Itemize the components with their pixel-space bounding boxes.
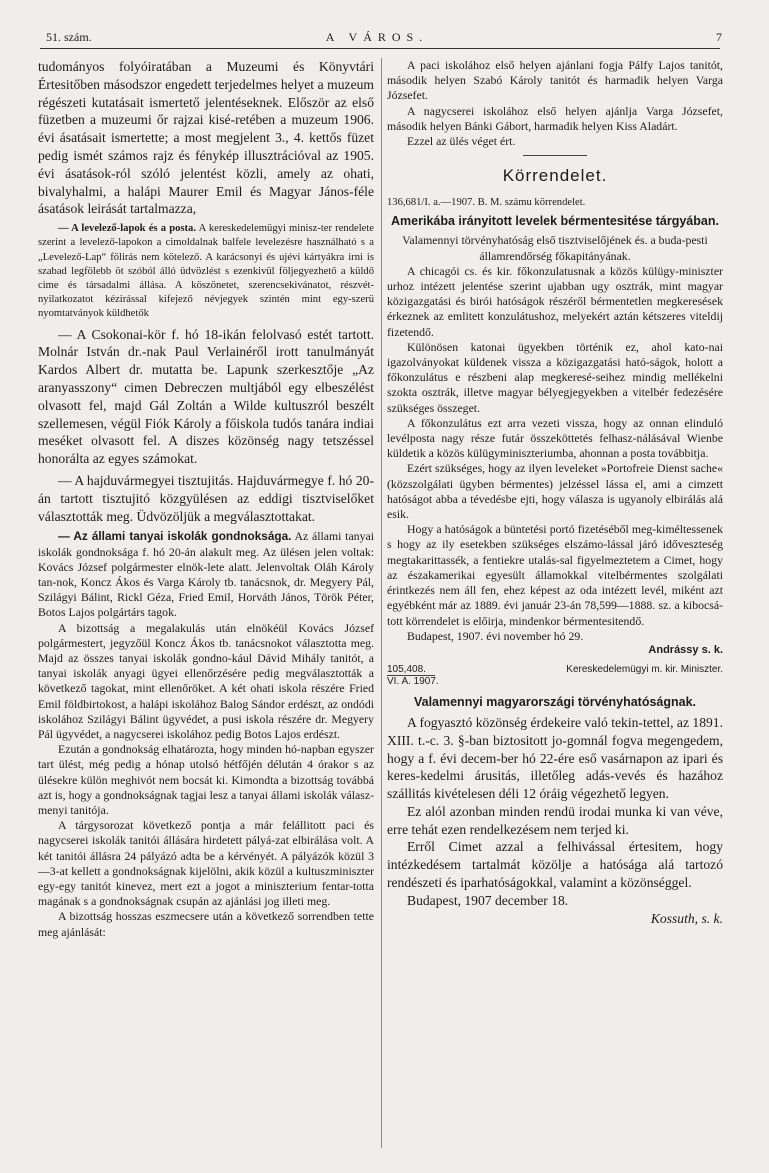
decree-title: Amerikába irányitott levelek bérmentesitése tárgyában. xyxy=(391,214,719,229)
left-column xyxy=(38,58,374,940)
paragraph-nagycsere-school: A nagycserei iskolához első helyen ajánlja Varga Józsefet, második helyen Bánki Gábort, harmadik helyen Kiss Aladárt. xyxy=(387,103,723,133)
second-decree-paragraph-1: A fogyasztó közönség érdekeire való tekin-tettel, az 1891. XIII. t.-c. 3. §-ban biztositott jo-gomnál fogva megengedem, hogy a f. évi decem-ber hó 22-ére eső vasárnapon az ipari és keres-kedelmi árusitás, illetőleg adás-vevés és hazához szállitás kivételesen déli 12 óráig végezhető legyen. xyxy=(387,714,723,802)
second-decree-signature: Kossuth, s. k. xyxy=(650,910,723,926)
postcards-text: A kereskedelemügyi minisz-ter rendelete szerint a levelező-lapokon a cimoldalnak balfele levelezésre használható s a „Levelező-Lap“ fölirás nem kötelező. A karácsonyi és ujévi kártyákra irni is szabad legfölebb öt szóból álló üdvözlést s ezenkivül följegyezhető a küldő cime és társadalmi állása. A köszönetet, szerencsekivánatot, részvét-nyilatkozatot kézirással kifejező névjegyek szintén mint egy-szerü nyomtatványok küldhetők xyxy=(38,223,374,320)
right-column xyxy=(387,58,723,927)
election-text: Hajduvármegye f. hó 20-án tartott tisztujitó közgyülésen az eddigi tisztviselőket választották meg. Üdvözöljük a megválasztottakat. xyxy=(38,472,374,524)
paragraph-schools-intro xyxy=(38,529,374,620)
decree-paragraph-4: Ezért szükséges, hogy az ilyen leveleket »Portofreie Dienst sache« (közszolgálati ügyben bérmentes) jelzéssel lássa el, ami a cimzett hatóságot abba a tévedésbe ejti, hogy válasza is ugyanoly elbirálás alá esik. xyxy=(387,461,723,522)
decree-signature: Andrássy s. k. xyxy=(648,643,723,656)
second-decree-issuer: Kereskedelemügyi m. kir. Miniszter. xyxy=(566,663,723,675)
paragraph-election xyxy=(38,472,374,525)
second-decree-paragraph-2: Ez alól azonban minden rendü irodai munka ki van véve, erre tehát ezen rendelkezésem nem terjed ki. xyxy=(387,803,723,837)
second-decree-number: 105,408. xyxy=(387,663,426,675)
second-decree-reference xyxy=(387,664,723,687)
paragraph-schools-meetings: Ezután a gondnokság elhatározta, hogy minden hó-napban egyszer tart ülést, még pedig a hónap utolsó hétfőjén délután 4 órakor s az ülésekre külön meghivót nem bocsát ki. Kimondta a bizottság továbbá azt is, hogy a gondnokságnak tagjai lesz a tanyai állami iskolák válasz-menyi tanitója. xyxy=(38,742,374,818)
decree-heading: Körrendelet. xyxy=(502,166,608,186)
paragraph-meeting-end: Ezzel az ülés véget ért. xyxy=(407,134,516,149)
issue-number: 51. szám. xyxy=(46,30,92,44)
second-decree-addressee: Valamennyi magyarországi törvényhatóságnak. xyxy=(413,694,697,709)
header-rule xyxy=(40,48,720,49)
section-separator xyxy=(523,155,587,156)
paragraph-csokonai: — A Csokonai-kör f. hó 18-ikán felolvasó estét tartott. Molnár István dr.-nak Paul Verlainéről irott tanulmányát Kardos Albert dr. mutatta be. Lapunk szerkesztője „Az aranyasszony“ cimen Debreczen multjából egy elbeszélést olvasott fel, majd Gál Zoltán a Wilde kultuszról beszélt szellemesen, végül Fiók Károly a főiskola tudós tanára indiai meséket olvasott fel. A diszes közönség nagy tetszéssel honorálta az egyes számokat. xyxy=(38,326,374,467)
paragraph-museum: tudományos folyóiratában a Muzeumi és Könyvtári Értesitőben másodszor engedett terjedelmes helyet a muzeum régészeti kutatásait ismertető jelentéseknek. Először az első füzetben a muzeumi őr rajzai kisé-retében a muzeum 1906. évi ásatásait ismertette; a most megjelent 3., 4. kettős füzet pedig ismét számos rajz és fénykép illusztrációval az 1905. évi ásatások-ról szóló jelentést közli, amely az ohati, bivalyhalmi, a halápi Maurer Emil és Magyar János-féle ásatások leirását tartalmazza, xyxy=(38,59,374,217)
decree-addressee: Valamennyi törvényhatóság első tisztviselőjének és. a buda-pesti államrendőrség főkapitányának. xyxy=(402,233,708,263)
paragraph-postcards xyxy=(38,222,374,321)
schools-text: Az állami tanyai iskolák gondnoksága f. hó 20-án alakult meg. Az ülésen jelen voltak: Kovács József polgármester elnök-lete alatt. Jelenvoltak Oláh Károly tan-nok, Koncz Ákos és Varga Károly tb. tanácsnok, dr. Megyery Pál, Szilágyi Bálint, Rickl Géza, Fried Emil, Horváth János, Török Péter, Botos Lajos polgártárs tagok. xyxy=(38,529,374,620)
page-header xyxy=(32,30,722,48)
newspaper-title: A VÁROS. xyxy=(325,30,429,44)
paragraph-schools-committee: A bizottság a megalakulás után elnökéül Kovács József polgármestert, jegyzőül Koncz Ákos tb. tanácsnokot választotta meg. Majd az összes tanyai iskolák gondno-kául Dávid Mihály tanitót, a tanyai iskolák anyagi ügyei ellenőrzésére pedig megválasztották a következő tagokat, mint ellenőröket. A két ohati iskola részére Fried Emil földbirtokost, a halápi iskolához Balog Sándor erdészt, az ondódi iskolához Szilágyi Bálint ügyvédet, a pusi iskola részére dr. Megyery Pál ügyvédet, a nagycserei iskolához pedig Botos Lajos erdészt. xyxy=(38,620,374,741)
schools-heading: — Az állami tanyai iskolák gondnoksága. xyxy=(58,529,292,544)
page-number: 7 xyxy=(716,30,722,44)
decree-paragraph-1: A chicagói cs. és kir. főkonzulatusnak a közös külügy-miniszter urhoz intézett jelentése szerint ujabban ugy osztrák, mint magyar közigazgatási és birói hatóságok részéről bérmentetlen megkeresések érkeznek az emlitett konzulátushoz, melyekért aztán kétszeres viteldij fizetendő. xyxy=(387,263,723,339)
second-decree-paragraph-3: Erről Cimet azzal a felhivással értesitem, hogy intézkedésem tartalmát közölje a hatósága alá tartozó rendészeti és iparhatóságokkal, valamint a közönséggel. xyxy=(387,839,723,891)
column-divider xyxy=(381,58,382,1148)
paragraph-paci-school: A paci iskolához első helyen ajánlani fogja Pálfy Lajos tanitót, második helyen Szabó Károly tanitót és harmadik helyen Varga Józsefet. xyxy=(387,58,723,103)
decree-paragraph-3: A főkonzulátus ezt arra vezeti vissza, hogy az onnan elinduló levélposta nagy része futár összeköttetés felhasz-nálásával Wienbe küldetik a közös külügyminiszteriumba, ahonnan a posta továbbitja. xyxy=(387,415,723,461)
decree-paragraph-2: Különösen katonai ügyekben történik ez, ahol kato-nai igazolványokat küldenek vissza a közigazgatási ható-ságok, holott a főkonzulátus e részbeni alap megkeresé-seihez mindig mellékelni szokta osztrák, illetve magyar bélyegjegyekben a vitelbér fedezésére szükséges összeget. xyxy=(387,339,723,415)
decree-date: Budapest, 1907. évi november hó 29. xyxy=(407,628,584,643)
election-heading: — A hajduvármegyei tisztujitás. xyxy=(58,472,234,488)
postcards-heading: — A levelező-lapok és a posta. xyxy=(58,223,196,235)
paragraph-schools-order: A bizottság hosszas eszmecsere után a következő sorrendben tette meg ajánlását: xyxy=(38,909,374,939)
paragraph-schools-applications: A tárgysorozat következő pontja a már felállitott paci és nagycserei iskolák tanitói állására hirdetett pályá-zat elbirálása volt. A két tanitói állásra 24 pályázó adta be a kérvényét. A pályázók közül 3—3-at kellett a gondnokságnak kijelölni, akik közül a kultuszminiszter egy-egy tanitót kinevez, mert ezt a jogot a miniszterium fentar-totta magának s a gondnokságnak csupán az ajánlási jog illeti meg. xyxy=(38,818,374,909)
second-decree-subnumber: VI. A. 1907. xyxy=(387,675,439,687)
decree-reference: 136,681/I. a.—1907. B. M. számu körrendelet. xyxy=(387,197,586,209)
second-decree-date: Budapest, 1907 december 18. xyxy=(407,892,569,908)
decree-paragraph-5: Hogy a hatóságok a büntetési portó fizetéséből meg-kiméltessenek s hogy az ily esetekben szükséges elszámo-lással járó időveszteség megtakarittassék, a fentiekre utalás-sal figyelmeztetem a Cimet, hogy az északamerikai egyesült államokkal vitelbérmentes szolgálati érintkezés nem áll fen, ehez képest az oda intézett levél, miként azt egyébként már az 1889. évi január 23-án 78,599—1888. sz. a kibocsá-tott körrendelet is előirja, mindenkor bérmentesitendő. xyxy=(387,522,723,628)
